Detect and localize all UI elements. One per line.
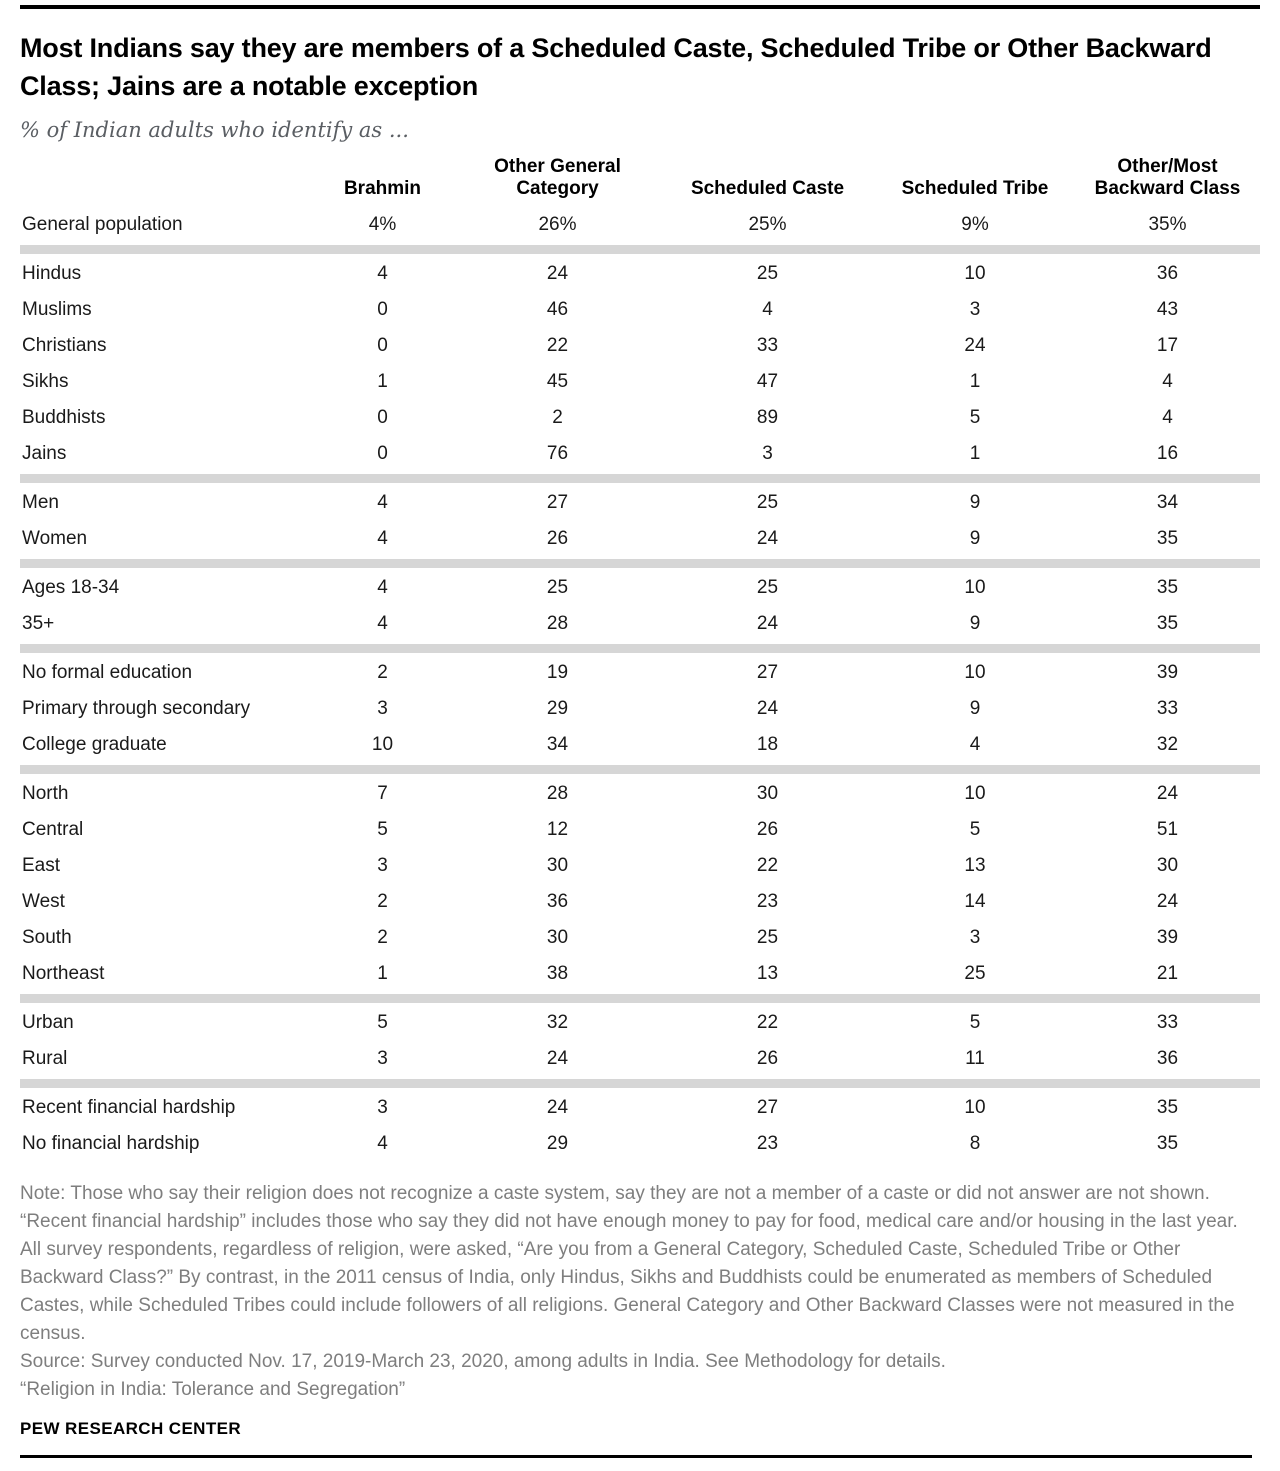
table-row [20,606,1260,642]
row-label: Central [22,819,84,840]
cell-value: 39 [1156,927,1179,948]
cell-value: 10 [964,263,986,284]
cell-value: 0 [377,407,388,428]
cell-value: 4 [969,734,981,755]
table-row [20,727,1260,763]
table-row [20,884,1260,920]
section-separator [20,1079,1260,1088]
cell-value: 24 [1156,783,1179,804]
table-row [20,1005,1260,1041]
table-row [20,485,1260,521]
cell-value: 35 [1156,1133,1179,1154]
table-row [20,691,1260,727]
row-label: No formal education [22,662,193,683]
cell-value: 32 [1156,734,1179,755]
cell-value: 9 [969,528,981,549]
table-row [20,207,1260,243]
cell-value: 9 [969,613,981,634]
cell-value: 25 [964,963,986,984]
cell-value: 33 [1156,1012,1179,1033]
cell-value: 16 [1156,443,1179,464]
cell-value: 17 [1156,335,1179,356]
notes-block [20,1180,1260,1404]
row-label: Northeast [22,963,105,984]
table-row [20,436,1260,472]
cell-value: 13 [756,963,779,984]
row-label: Ages 18-34 [22,577,120,598]
table-row [20,256,1260,292]
top-rule [20,5,1260,9]
row-label: East [22,855,61,876]
cell-value: 10 [964,662,986,683]
cell-value: 19 [546,662,569,683]
cell-value: 36 [1156,263,1179,284]
row-label: Men [22,492,59,513]
cell-value: 27 [546,492,569,513]
cell-value: 1 [969,371,981,392]
table-row [20,521,1260,557]
cell-value: 24 [1156,891,1179,912]
cell-value: 4 [377,528,388,549]
cell-value: 25 [756,927,779,948]
cell-value: 33 [756,335,779,356]
cell-value: 30 [546,855,569,876]
cell-value: 24 [756,698,779,719]
cell-value: 4 [377,613,388,634]
cell-value: 34 [1156,492,1179,513]
row-label: North [22,783,69,804]
pew-research-center-wordmark: PEW RESEARCH CENTER [20,1419,242,1438]
row-label: Rural [22,1048,68,1069]
chart-subtitle: % of Indian adults who identify as ... [20,118,409,142]
table-row [20,1090,1260,1126]
cell-value: 5 [969,407,981,428]
cell-value: 3 [377,1048,388,1069]
section-separator [20,765,1260,774]
cell-value: 3 [969,927,981,948]
cell-value: 8 [969,1133,981,1154]
cell-value: 7 [377,783,388,804]
cell-value: 18 [756,734,779,755]
cell-value: 25 [756,577,779,598]
cell-value: 12 [546,819,569,840]
table-row [20,328,1260,364]
cell-value: 51 [1156,819,1179,840]
source-text: Source: Survey conducted Nov. 17, 2019-March 23, 2020, among adults in India. See Methodology for details. [20,1351,946,1372]
table-row [20,1126,1260,1162]
cell-value: 3 [377,855,388,876]
cell-value: 28 [546,613,569,634]
cell-value: 10 [964,577,986,598]
cell-value: 4% [368,214,397,235]
cell-value: 4 [762,299,773,320]
table-row [20,292,1260,328]
cell-value: 26 [756,1048,779,1069]
cell-value: 26% [538,214,577,235]
table-row [20,400,1260,436]
table-row [20,1041,1260,1077]
cell-value: 5 [969,819,981,840]
cell-value: 25 [546,577,569,598]
table-row [20,920,1260,956]
table-row [20,848,1260,884]
cell-value: 10 [964,783,986,804]
section-separator [20,474,1260,483]
column-header: Other General Category [494,156,621,199]
table-row [20,570,1260,606]
cell-value: 4 [377,1133,388,1154]
cell-value: 24 [546,1097,569,1118]
row-label: Hindus [22,263,82,284]
cell-value: 24 [756,528,779,549]
cell-value: 2 [377,662,388,683]
cell-value: 24 [546,263,569,284]
cell-value: 4 [377,263,388,284]
cell-value: 29 [546,1133,569,1154]
cell-value: 4 [377,577,388,598]
cell-value: 4 [1162,407,1173,428]
cell-value: 22 [756,855,779,876]
column-header: Scheduled Caste [690,178,845,199]
cell-value: 36 [546,891,569,912]
cell-value: 76 [546,443,569,464]
cell-value: 30 [546,927,569,948]
cell-value: 35 [1156,1097,1179,1118]
caste-table [20,156,1260,1162]
row-label: Primary through secondary [22,698,251,719]
section-separator [20,994,1260,1003]
cell-value: 28 [546,783,569,804]
cell-value: 10 [371,734,394,755]
report-page [0,5,1280,1439]
cell-value: 5 [969,1012,981,1033]
cell-value: 24 [964,335,986,356]
cell-value: 30 [1156,855,1179,876]
cell-value: 32 [546,1012,569,1033]
row-label: Women [22,528,88,549]
cell-value: 5 [377,819,388,840]
cell-value: 4 [377,492,388,513]
cell-value: 45 [546,371,569,392]
cell-value: 2 [377,927,388,948]
row-label: Buddhists [22,407,106,428]
table-row [20,956,1260,992]
cell-value: 89 [756,407,779,428]
cell-value: 3 [377,1097,388,1118]
cell-value: 9 [969,698,981,719]
row-label: Urban [22,1012,74,1033]
cell-value: 3 [969,299,981,320]
cell-value: 0 [377,335,388,356]
cell-value: 27 [756,1097,779,1118]
row-label: South [22,927,72,948]
row-label: Sikhs [22,371,69,392]
table-header-row [20,156,1260,207]
cell-value: 47 [756,371,779,392]
row-label: Muslims [22,299,92,320]
report-title-text: “Religion in India: Tolerance and Segregation” [20,1379,406,1400]
cell-value: 23 [756,1133,779,1154]
column-header: Brahmin [343,178,422,199]
row-label: Recent financial hardship [22,1097,236,1118]
cell-value: 23 [756,891,779,912]
table-row [20,776,1260,812]
column-header: Scheduled Tribe [901,178,1049,199]
cell-value: 26 [546,528,569,549]
cell-value: 30 [756,783,779,804]
cell-value: 35 [1156,577,1179,598]
page-title: Most Indians say they are members of a Scheduled Caste, Scheduled Tribe or Other Backward Class; Jains are a notable exception [20,33,1212,101]
cell-value: 29 [546,698,569,719]
cell-value: 1 [377,371,388,392]
cell-value: 27 [756,662,779,683]
cell-value: 25% [748,214,787,235]
cell-value: 25 [756,263,779,284]
row-label: General population [22,214,183,235]
cell-value: 35 [1156,528,1179,549]
row-label: College graduate [22,734,167,755]
row-label: Christians [22,335,107,356]
column-header: Other/Most Backward Class [1094,156,1241,199]
cell-value: 25 [756,492,779,513]
cell-value: 1 [969,443,981,464]
bottom-rule [20,1455,1252,1458]
note-text: Note: Those who say their religion does not recognize a caste system, say they are not a member of a caste or did not answer are not shown. “Recent financial hardship” includes those who say they did not have enough money to pay for food, medical care and/or housing in the last year. All survey respondents, regardless of religion, were asked, “Are you from a General Category, Scheduled Caste, Scheduled Tribe or Other Backward Class?” By contrast, in the 2011 census of India, only Hindus, Sikhs and Buddhists could be enumerated as members of Scheduled Castes, while Scheduled Tribes could include followers of all religions. General Category and Other Backward Classes were not measured in the census. [20,1183,1238,1344]
cell-value: 34 [546,734,569,755]
cell-value: 38 [546,963,569,984]
table-row [20,364,1260,400]
row-label: Jains [22,443,67,464]
row-label: West [22,891,65,912]
cell-value: 1 [377,963,388,984]
cell-value: 3 [762,443,773,464]
cell-value: 24 [756,613,779,634]
cell-value: 21 [1156,963,1179,984]
cell-value: 43 [1156,299,1179,320]
cell-value: 9 [969,492,981,513]
row-label: No financial hardship [22,1133,200,1154]
row-label: 35+ [22,613,55,634]
table-row [20,812,1260,848]
cell-value: 0 [377,299,388,320]
cell-value: 10 [964,1097,986,1118]
cell-value: 5 [377,1012,388,1033]
cell-value: 26 [756,819,779,840]
cell-value: 14 [964,891,986,912]
cell-value: 2 [552,407,563,428]
cell-value: 2 [377,891,388,912]
cell-value: 36 [1156,1048,1179,1069]
cell-value: 13 [964,855,986,876]
section-separator [20,559,1260,568]
cell-value: 35 [1156,613,1179,634]
cell-value: 46 [546,299,569,320]
table-row [20,655,1260,691]
cell-value: 24 [546,1048,569,1069]
cell-value: 11 [965,1048,985,1069]
cell-value: 9% [961,214,989,235]
cell-value: 35% [1148,214,1187,235]
cell-value: 3 [377,698,388,719]
cell-value: 0 [377,443,388,464]
cell-value: 4 [1162,371,1173,392]
cell-value: 22 [546,335,569,356]
section-separator [20,644,1260,653]
cell-value: 39 [1156,662,1179,683]
section-separator [20,245,1260,254]
cell-value: 22 [756,1012,779,1033]
cell-value: 33 [1156,698,1179,719]
